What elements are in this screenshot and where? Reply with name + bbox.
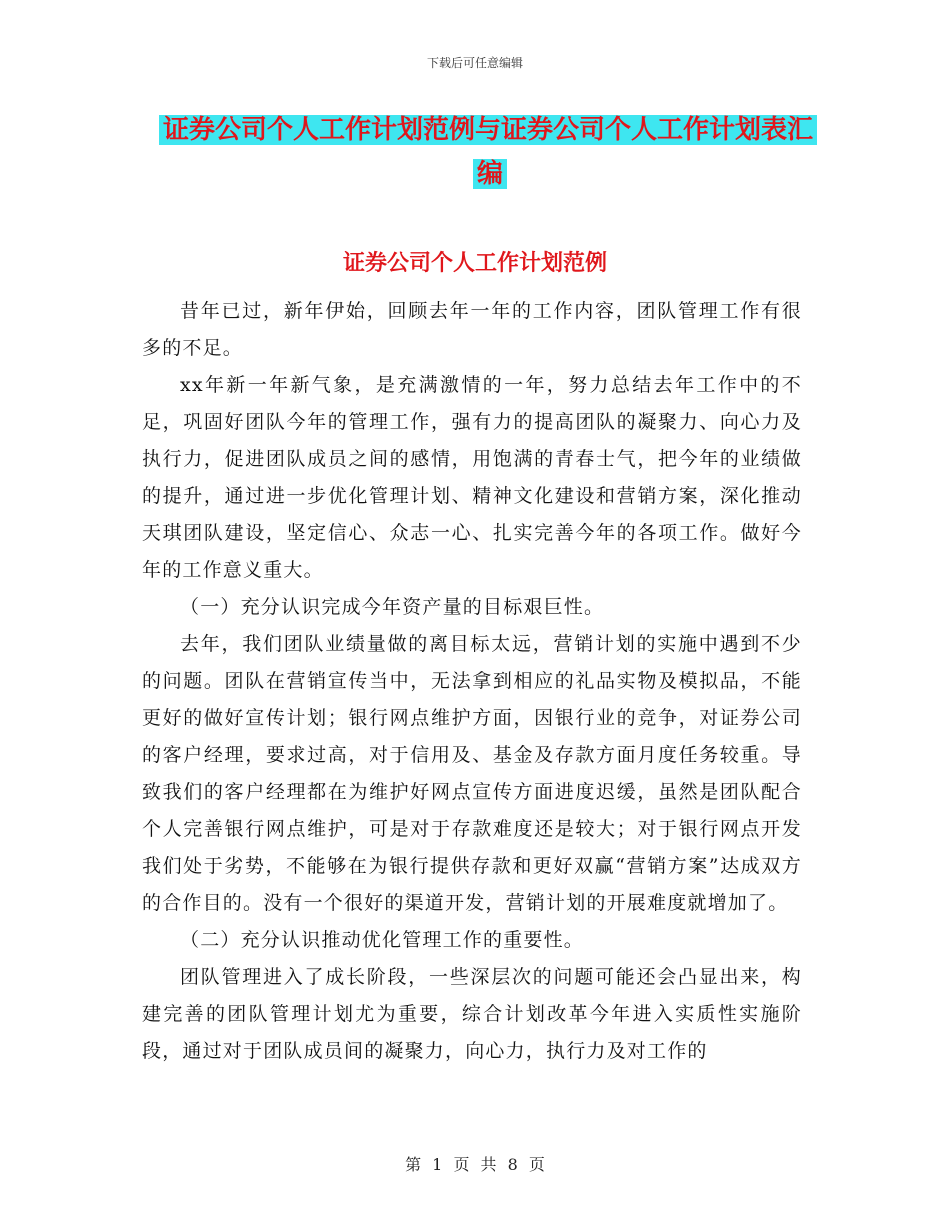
document-title-text: 证券公司个人工作计划范例与证券公司个人工作计划表汇编 [159,115,817,189]
paragraph: 团队管理进入了成长阶段，一些深层次的问题可能还会凸显出来，构建完善的团队管理计划尤为重要，综合计划改革今年进入实质性实施阶段，通过对于团队成员间的凝聚力，向心力，执行力及对工作的 [142,966,802,1062]
paragraph: 昔年已过，新年伊始，回顾去年一年的工作内容，团队管理工作有很多的不足。 [142,300,802,359]
paragraph: 去年，我们团队业绩量做的离目标太远，营销计划的实施中遇到不少的问题。团队在营销宣传当中，无法拿到相应的礼品实物及模拟品，不能更好的做好宣传计划；银行网点维护方面，因银行业的竞争，对证券公司的客户经理，要求过高，对于信用及、基金及存款方面月度任务较重。导致我们的客户经理都在为维护好网点宣传方面进度迟缓，虽然是团队配合个人完善银行网点维护，可是对于存款难度还是较大；对于银行网点开发我们处于劣势，不能够在为银行提供存款和更好双赢“营销方案”达成双方的合作目的。没有一个很好的渠道开发，营销计划的开展难度就增加了。 [142,633,802,914]
paragraph: （一）充分认识完成今年资产量的目标艰巨性。 [180,596,605,618]
page-number-footer: 第 1 页 共 8 页 [405,1155,545,1174]
header-note: 下载后可任意编辑 [426,56,523,70]
document-title [150,108,830,196]
paragraph: （二）充分认识推动优化管理工作的重要性。 [180,929,585,951]
document-body [142,293,802,1070]
section-title: 证券公司个人工作计划范例 [342,250,607,276]
paragraph: xx年新一年新气象，是充满激情的一年，努力总结去年工作中的不足，巩固好团队今年的管理工作，强有力的提高团队的凝聚力、向心力及执行力，促进团队成员之间的感情，用饱满的青春士气，把今年的业绩做的提升，通过进一步优化管理计划、精神文化建设和营销方案，深化推动天琪团队建设，坚定信心、众志一心、扎实完善今年的各项工作。做好今年的工作意义重大。 [142,374,802,581]
